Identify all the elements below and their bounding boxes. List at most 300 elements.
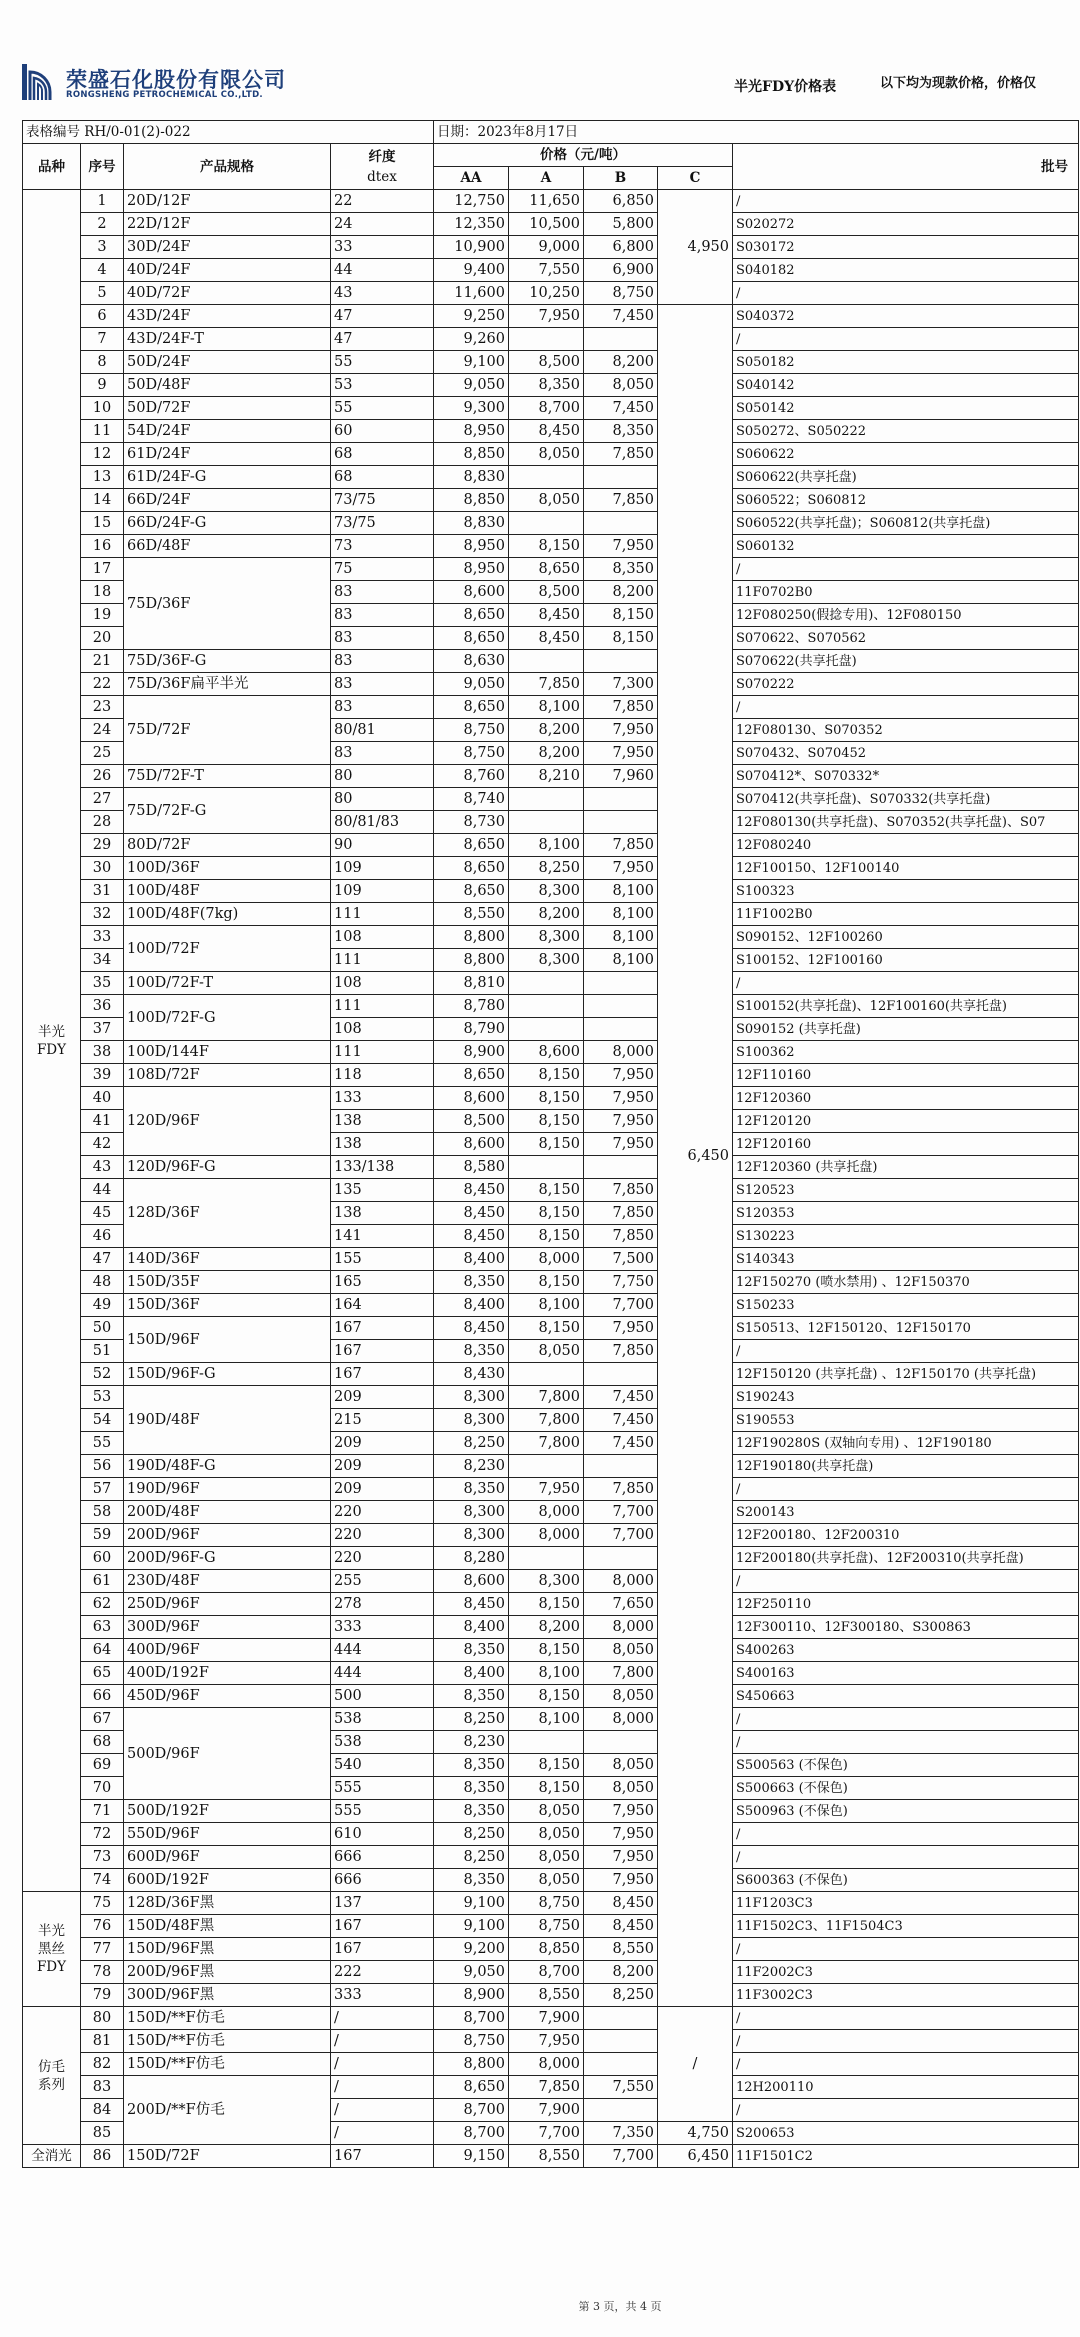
batch-number: 12F150270 (喷水禁用) 、12F150370 (733, 1271, 1079, 1294)
dtex-value: 500 (331, 1685, 434, 1708)
product-spec: 20D/12F (124, 190, 331, 213)
table-row (23, 696, 1079, 719)
price-aa: 8,350 (434, 1639, 509, 1662)
price-b: 7,850 (584, 696, 658, 719)
row-number: 60 (81, 1547, 124, 1570)
batch-number: S100362 (733, 1041, 1079, 1064)
row-number: 36 (81, 995, 124, 1018)
row-number: 55 (81, 1432, 124, 1455)
table-row (23, 2145, 1079, 2168)
price-a: 8,300 (509, 1570, 584, 1593)
price-b: 8,000 (584, 1570, 658, 1593)
batch-number: S070432、S070452 (733, 742, 1079, 765)
batch-number: 12F250110 (733, 1593, 1079, 1616)
table-row (23, 1478, 1079, 1501)
table-row (23, 190, 1079, 213)
col-header-batch-label: 批号 (1041, 158, 1068, 175)
product-spec: 150D/96F-G (124, 1363, 331, 1386)
price-b: 7,700 (584, 2145, 658, 2168)
price-a: 7,950 (509, 1478, 584, 1501)
dtex-value: 111 (331, 995, 434, 1018)
table-row (23, 1271, 1079, 1294)
price-aa: 8,700 (434, 2099, 509, 2122)
row-number: 8 (81, 351, 124, 374)
dtex-value: 167 (331, 2145, 434, 2168)
table-row (23, 857, 1079, 880)
price-b (584, 1018, 658, 1041)
batch-number: / (733, 696, 1079, 719)
dtex-value: 60 (331, 420, 434, 443)
batch-number: S050142 (733, 397, 1079, 420)
table-row (23, 1708, 1079, 1731)
batch-number: 12F080250(假捻专用)、12F080150 (733, 604, 1079, 627)
col-header-category: 品种 (23, 144, 81, 190)
row-number: 5 (81, 282, 124, 305)
row-number: 63 (81, 1616, 124, 1639)
product-spec: 200D/48F (124, 1501, 331, 1524)
table-row (23, 1294, 1079, 1317)
product-spec: 75D/72F (124, 696, 331, 765)
price-aa: 8,350 (434, 1685, 509, 1708)
product-spec: 75D/36F扁平半光 (124, 673, 331, 696)
product-spec: 66D/24F-G (124, 512, 331, 535)
price-a: 8,150 (509, 1754, 584, 1777)
price-a (509, 1731, 584, 1754)
batch-number: S060522；S060812 (733, 489, 1079, 512)
price-a: 8,150 (509, 1317, 584, 1340)
price-b: 7,850 (584, 1478, 658, 1501)
table-row (23, 236, 1079, 259)
batch-number: / (733, 2030, 1079, 2053)
price-a: 7,550 (509, 259, 584, 282)
price-b: 7,950 (584, 1087, 658, 1110)
product-spec: 50D/24F (124, 351, 331, 374)
table-row (23, 1800, 1079, 1823)
col-header-a: A (509, 167, 584, 190)
dtex-value: 333 (331, 1984, 434, 2007)
row-number: 4 (81, 259, 124, 282)
price-aa: 8,650 (434, 604, 509, 627)
product-spec: 100D/48F(7kg) (124, 903, 331, 926)
price-aa: 8,400 (434, 1616, 509, 1639)
col-header-no: 序号 (81, 144, 124, 190)
dtex-value: 167 (331, 1363, 434, 1386)
price-aa: 8,450 (434, 1179, 509, 1202)
product-spec: 300D/96F (124, 1616, 331, 1639)
price-aa: 8,350 (434, 1869, 509, 1892)
price-aa: 8,300 (434, 1501, 509, 1524)
dtex-value: 33 (331, 236, 434, 259)
dtex-value: 80/81 (331, 719, 434, 742)
price-aa: 9,100 (434, 351, 509, 374)
col-header-dtex-cn: 纤度 (368, 148, 396, 165)
price-aa: 8,230 (434, 1731, 509, 1754)
row-number: 57 (81, 1478, 124, 1501)
product-spec: 400D/96F (124, 1639, 331, 1662)
price-aa: 8,300 (434, 1386, 509, 1409)
price-b: 8,450 (584, 1892, 658, 1915)
product-spec: 200D/96F-G (124, 1547, 331, 1570)
batch-number: S070222 (733, 673, 1079, 696)
row-number: 44 (81, 1179, 124, 1202)
price-a (509, 1156, 584, 1179)
price-aa: 8,250 (434, 1708, 509, 1731)
product-spec: 30D/24F (124, 236, 331, 259)
batch-number: S500963 (不保色) (733, 1800, 1079, 1823)
price-aa: 8,430 (434, 1363, 509, 1386)
dtex-value: 209 (331, 1432, 434, 1455)
price-b: 7,850 (584, 1179, 658, 1202)
table-row (23, 374, 1079, 397)
row-number: 12 (81, 443, 124, 466)
row-number: 67 (81, 1708, 124, 1731)
price-a: 7,950 (509, 2030, 584, 2053)
price-aa: 8,230 (434, 1455, 509, 1478)
product-spec: 61D/24F (124, 443, 331, 466)
dtex-value: 55 (331, 351, 434, 374)
price-b (584, 1547, 658, 1570)
price-aa: 8,450 (434, 1225, 509, 1248)
price-a: 8,210 (509, 765, 584, 788)
price-a: 7,900 (509, 2007, 584, 2030)
col-header-price-group: 价格（元/吨） (434, 144, 733, 167)
batch-number: 12H200110 (733, 2076, 1079, 2099)
price-a: 8,050 (509, 1823, 584, 1846)
batch-number: 12F300110、12F300180、S300863 (733, 1616, 1079, 1639)
price-b: 7,950 (584, 1869, 658, 1892)
dtex-value: 43 (331, 282, 434, 305)
price-b: 8,200 (584, 581, 658, 604)
price-a: 8,000 (509, 1524, 584, 1547)
row-number: 83 (81, 2076, 124, 2099)
row-number: 11 (81, 420, 124, 443)
product-spec: 140D/36F (124, 1248, 331, 1271)
price-b: 7,500 (584, 1248, 658, 1271)
dtex-value: 83 (331, 650, 434, 673)
batch-number: S070622(共享托盘) (733, 650, 1079, 673)
price-b (584, 972, 658, 995)
dtex-value: 666 (331, 1869, 434, 1892)
price-a (509, 1363, 584, 1386)
batch-number: / (733, 1478, 1079, 1501)
table-row (23, 1938, 1079, 1961)
row-number: 29 (81, 834, 124, 857)
batch-number: / (733, 1340, 1079, 1363)
batch-number: S060132 (733, 535, 1079, 558)
price-c: 4,750 (658, 2122, 733, 2145)
row-number: 25 (81, 742, 124, 765)
dtex-value: 209 (331, 1386, 434, 1409)
product-spec: 150D/35F (124, 1271, 331, 1294)
price-aa: 9,100 (434, 1915, 509, 1938)
price-b: 8,450 (584, 1915, 658, 1938)
table-row (23, 2053, 1079, 2076)
price-aa: 9,300 (434, 397, 509, 420)
price-a: 8,150 (509, 1064, 584, 1087)
price-a: 8,150 (509, 1639, 584, 1662)
row-number: 45 (81, 1202, 124, 1225)
dtex-value: 666 (331, 1846, 434, 1869)
price-a: 8,150 (509, 1087, 584, 1110)
batch-number: / (733, 2007, 1079, 2030)
row-number: 69 (81, 1754, 124, 1777)
price-aa: 9,050 (434, 673, 509, 696)
dtex-value: 53 (331, 374, 434, 397)
price-a: 8,050 (509, 489, 584, 512)
table-row (23, 397, 1079, 420)
batch-number: S120523 (733, 1179, 1079, 1202)
batch-number: 12F120360 (共享托盘) (733, 1156, 1079, 1179)
row-number: 52 (81, 1363, 124, 1386)
dtex-value: 80 (331, 765, 434, 788)
price-b: 7,450 (584, 1386, 658, 1409)
product-spec: 100D/144F (124, 1041, 331, 1064)
price-aa: 8,300 (434, 1409, 509, 1432)
category-cell: 全消光 (23, 2145, 81, 2168)
price-note: 以下均为现款价格，价格仅 (880, 76, 1037, 91)
table-row (23, 535, 1079, 558)
price-b: 7,950 (584, 1133, 658, 1156)
dtex-value: 111 (331, 1041, 434, 1064)
dtex-value: 444 (331, 1662, 434, 1685)
batch-number: / (733, 1731, 1079, 1754)
price-b: 7,850 (584, 489, 658, 512)
col-header-aa: AA (434, 167, 509, 190)
batch-number: / (733, 190, 1079, 213)
price-aa: 8,250 (434, 1846, 509, 1869)
dtex-value: 138 (331, 1133, 434, 1156)
batch-number: S150233 (733, 1294, 1079, 1317)
price-a: 8,150 (509, 1777, 584, 1800)
dtex-value: 73/75 (331, 489, 434, 512)
product-spec: 300D/96F黑 (124, 1984, 331, 2007)
price-aa: 9,050 (434, 374, 509, 397)
batch-number: S100152、12F100160 (733, 949, 1079, 972)
price-b: 7,950 (584, 1064, 658, 1087)
price-date: 日期：2023年8月17日 (434, 121, 1079, 144)
batch-number: S150513、12F150120、12F150170 (733, 1317, 1079, 1340)
product-spec: 200D/**F仿毛 (124, 2076, 331, 2145)
price-table (22, 120, 1079, 2168)
price-b: 8,100 (584, 926, 658, 949)
price-a: 8,150 (509, 1179, 584, 1202)
product-spec: 108D/72F (124, 1064, 331, 1087)
product-spec: 50D/72F (124, 397, 331, 420)
price-a: 8,050 (509, 1340, 584, 1363)
row-number: 75 (81, 1892, 124, 1915)
price-b: 7,950 (584, 1846, 658, 1869)
row-number: 71 (81, 1800, 124, 1823)
price-aa: 8,250 (434, 1432, 509, 1455)
price-aa: 8,350 (434, 1340, 509, 1363)
batch-number: S090152、12F100260 (733, 926, 1079, 949)
price-b: 5,800 (584, 213, 658, 236)
row-number: 21 (81, 650, 124, 673)
product-spec: 120D/96F (124, 1087, 331, 1156)
price-a: 8,150 (509, 1271, 584, 1294)
price-aa: 8,350 (434, 1800, 509, 1823)
row-number: 10 (81, 397, 124, 420)
product-spec: 190D/96F (124, 1478, 331, 1501)
dtex-value: 220 (331, 1501, 434, 1524)
row-number: 80 (81, 2007, 124, 2030)
table-row (23, 1685, 1079, 1708)
price-a: 8,700 (509, 397, 584, 420)
dtex-value: 22 (331, 190, 434, 213)
price-aa: 8,830 (434, 466, 509, 489)
batch-number: S030172 (733, 236, 1079, 259)
row-number: 32 (81, 903, 124, 926)
batch-number: S040372 (733, 305, 1079, 328)
batch-number: S400163 (733, 1662, 1079, 1685)
batch-number: S500563 (不保色) (733, 1754, 1079, 1777)
table-row (23, 1248, 1079, 1271)
price-aa: 8,550 (434, 903, 509, 926)
price-b: 7,450 (584, 397, 658, 420)
row-number: 54 (81, 1409, 124, 1432)
batch-number: S070412*、S070332* (733, 765, 1079, 788)
row-number: 86 (81, 2145, 124, 2168)
table-row (23, 1547, 1079, 1570)
table-row (23, 1892, 1079, 1915)
row-number: 48 (81, 1271, 124, 1294)
product-spec: 550D/96F (124, 1823, 331, 1846)
table-row (23, 2007, 1079, 2030)
row-number: 17 (81, 558, 124, 581)
dtex-value: / (331, 2122, 434, 2145)
price-a: 8,200 (509, 719, 584, 742)
price-b: 7,950 (584, 1800, 658, 1823)
price-a: 7,800 (509, 1386, 584, 1409)
product-spec: 230D/48F (124, 1570, 331, 1593)
col-header-b: B (584, 167, 658, 190)
price-b: 7,300 (584, 673, 658, 696)
price-b (584, 1363, 658, 1386)
price-b: 8,000 (584, 1616, 658, 1639)
row-number: 79 (81, 1984, 124, 2007)
product-spec: 150D/**F仿毛 (124, 2030, 331, 2053)
row-number: 15 (81, 512, 124, 535)
price-b: 8,200 (584, 1961, 658, 1984)
price-aa: 8,750 (434, 2030, 509, 2053)
price-aa: 8,800 (434, 949, 509, 972)
price-a: 8,550 (509, 1984, 584, 2007)
dtex-value: 83 (331, 742, 434, 765)
batch-number: S040142 (733, 374, 1079, 397)
price-aa: 8,800 (434, 2053, 509, 2076)
product-spec: 54D/24F (124, 420, 331, 443)
price-b: 7,850 (584, 1340, 658, 1363)
row-number: 61 (81, 1570, 124, 1593)
batch-number: S200653 (733, 2122, 1079, 2145)
product-spec: 75D/36F (124, 558, 331, 650)
product-spec: 40D/72F (124, 282, 331, 305)
row-number: 56 (81, 1455, 124, 1478)
row-number: 22 (81, 673, 124, 696)
price-a: 7,800 (509, 1432, 584, 1455)
batch-number: 12F100150、12F100140 (733, 857, 1079, 880)
dtex-value: 167 (331, 1915, 434, 1938)
price-b: 7,450 (584, 1409, 658, 1432)
dtex-value: 75 (331, 558, 434, 581)
table-row (23, 443, 1079, 466)
dtex-value: 540 (331, 1754, 434, 1777)
row-number: 50 (81, 1317, 124, 1340)
batch-number: 12F120360 (733, 1087, 1079, 1110)
price-aa: 8,780 (434, 995, 509, 1018)
product-spec: 43D/24F (124, 305, 331, 328)
row-number: 14 (81, 489, 124, 512)
table-row (23, 1915, 1079, 1938)
row-number: 26 (81, 765, 124, 788)
price-c: 6,450 (658, 305, 733, 2007)
price-b: 7,700 (584, 1294, 658, 1317)
price-aa: 8,300 (434, 1524, 509, 1547)
table-row (23, 926, 1079, 949)
price-a: 7,950 (509, 305, 584, 328)
table-row (23, 834, 1079, 857)
row-number: 16 (81, 535, 124, 558)
row-number: 39 (81, 1064, 124, 1087)
dtex-value: 444 (331, 1639, 434, 1662)
price-c: 4,950 (658, 190, 733, 305)
row-number: 20 (81, 627, 124, 650)
batch-number: S090152 (共享托盘) (733, 1018, 1079, 1041)
product-spec: 500D/96F (124, 1708, 331, 1800)
price-b: 6,850 (584, 190, 658, 213)
price-aa: 8,450 (434, 1593, 509, 1616)
table-row (23, 1961, 1079, 1984)
dtex-value: 44 (331, 259, 434, 282)
batch-number: 11F1203C3 (733, 1892, 1079, 1915)
batch-number: 12F200180(共享托盘)、12F200310(共享托盘) (733, 1547, 1079, 1570)
row-number: 74 (81, 1869, 124, 1892)
price-aa: 8,900 (434, 1041, 509, 1064)
price-b: 7,800 (584, 1662, 658, 1685)
price-c: / (658, 2007, 733, 2122)
product-spec: 66D/24F (124, 489, 331, 512)
dtex-value: 255 (331, 1570, 434, 1593)
price-a: 8,150 (509, 1133, 584, 1156)
price-aa: 9,400 (434, 259, 509, 282)
row-number: 3 (81, 236, 124, 259)
product-spec: 40D/24F (124, 259, 331, 282)
price-aa: 11,600 (434, 282, 509, 305)
batch-number: / (733, 2053, 1079, 2076)
price-b (584, 2030, 658, 2053)
price-b (584, 1156, 658, 1179)
price-a: 8,750 (509, 1915, 584, 1938)
price-aa: 8,850 (434, 443, 509, 466)
row-number: 27 (81, 788, 124, 811)
price-b (584, 788, 658, 811)
batch-number: S120353 (733, 1202, 1079, 1225)
price-b: 7,700 (584, 1524, 658, 1547)
price-b: 7,450 (584, 305, 658, 328)
dtex-value: 138 (331, 1110, 434, 1133)
table-row (23, 1869, 1079, 1892)
table-row (23, 650, 1079, 673)
product-spec: 75D/36F-G (124, 650, 331, 673)
batch-number: 11F1501C2 (733, 2145, 1079, 2168)
price-aa: 8,280 (434, 1547, 509, 1570)
dtex-value: 68 (331, 466, 434, 489)
table-row (23, 1317, 1079, 1340)
table-row (23, 972, 1079, 995)
product-spec: 150D/36F (124, 1294, 331, 1317)
table-row (23, 765, 1079, 788)
row-number: 85 (81, 2122, 124, 2145)
